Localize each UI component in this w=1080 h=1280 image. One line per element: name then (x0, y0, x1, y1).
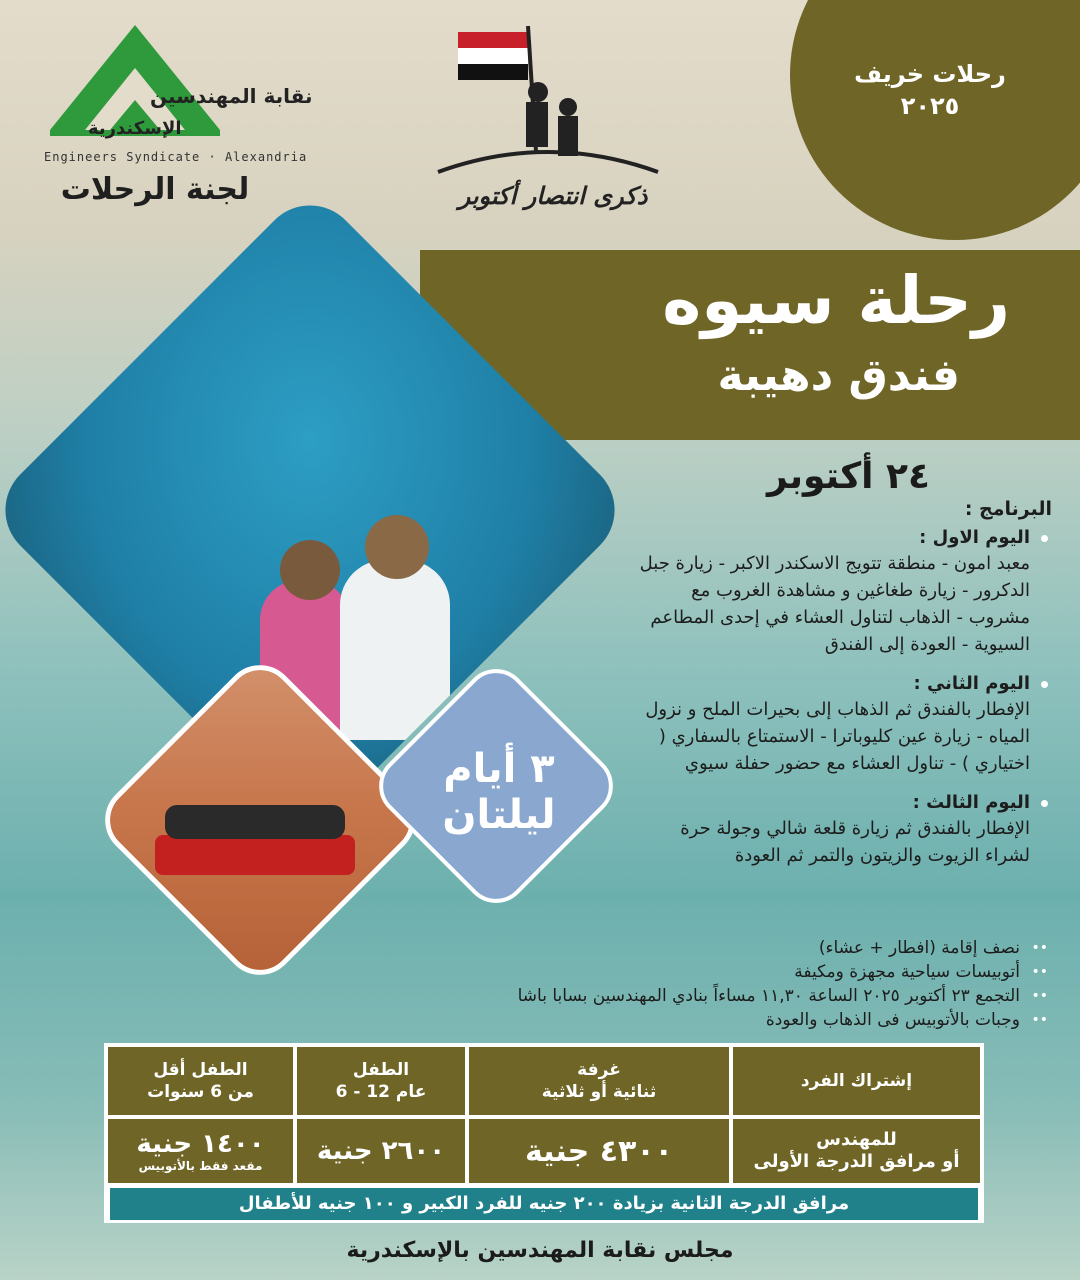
header-child-label: الطفل (352, 1060, 410, 1080)
logo-arabic-city: الإسكندرية (88, 118, 182, 139)
day-3-label: اليوم الثالث : (912, 792, 1030, 813)
price-infant: ١٤٠٠ جنية (136, 1129, 265, 1159)
row-engineer-label: للمهندس (816, 1129, 897, 1150)
header-room-label: غرفة (577, 1060, 621, 1080)
emblem-caption: ذكرى انتصار أكتوبر (458, 182, 648, 210)
header-room (469, 1047, 729, 1115)
feature-item: •• نصف إقامة (افطار + عشاء) (410, 936, 1050, 960)
duration-nights: ليلتان (442, 792, 556, 838)
committee-title: لجنة الرحلات (60, 172, 250, 207)
season-label (830, 58, 1030, 122)
price-room: ٤٣٠٠ جنية (469, 1119, 729, 1183)
hotel-name: فندق دهيبة (717, 350, 960, 401)
header-child (297, 1047, 465, 1115)
season-year: ٢٠٢٥ (900, 92, 960, 120)
day-2-text: الإفطار بالفندق ثم الذهاب إلى بحيرات الملح و نزول المياه - زيارة عين كليوباترا - الاستمتاع بالسفاري ( اختياري ) - تناول العشاء مع حضور حفلة سيوي (645, 699, 1030, 774)
logo-english-name: Engineers Syndicate · Alexandria (44, 150, 308, 164)
program-title: البرنامج : (964, 498, 1052, 520)
header-infant-label: الطفل أقل (153, 1060, 248, 1080)
header-infant (108, 1047, 293, 1115)
program-day-2 (632, 672, 1052, 777)
features-list (410, 936, 1050, 1032)
price-child: ٢٦٠٠ جنية (297, 1119, 465, 1183)
day-3-text: الإفطار بالفندق ثم زيارة قلعة شالي وجولة حرة لشراء الزيوت والزيتون والتمر ثم العودة (680, 818, 1030, 866)
season-line1: رحلات خريف (854, 60, 1006, 88)
footer-council: مجلس نقابة المهندسين بالإسكندرية (346, 1238, 734, 1263)
feature-item: •• وجبات بالأتوبيس فى الذهاب والعودة (410, 1008, 1050, 1032)
header-room-type: ثنائية أو ثلاثية (541, 1082, 657, 1102)
price-infant-cell (108, 1119, 293, 1183)
feature-item: •• التجمع ٢٣ أكتوبر ٢٠٢٥ الساعة ١١,٣٠ مساءاً بنادي المهندسين بسابا باشا (410, 984, 1050, 1008)
feature-item: •• أتوبيسات سياحية مجهزة ومكيفة (410, 960, 1050, 984)
duration-text (404, 746, 594, 838)
quad-bikes (155, 835, 355, 875)
duration-days: ٣ أيام (443, 746, 555, 792)
program-day-3 (632, 791, 1052, 869)
trip-date: ٢٤ أكتوبر (767, 456, 930, 497)
trip-title: رحلة سيوه (662, 262, 1010, 339)
program-section (632, 498, 1052, 883)
header-per-person: إشتراك الفرد (733, 1047, 980, 1115)
row-engineer-companion: أو مرافق الدرجة الأولى (753, 1151, 960, 1172)
header-infant-age: من 6 سنوات (147, 1082, 254, 1102)
header-child-age: 6 - 12 عام (335, 1082, 427, 1102)
day-1-label: اليوم الاول : (919, 527, 1030, 548)
october-emblem (418, 12, 678, 242)
day-2-label: اليوم الثاني : (913, 673, 1030, 694)
row-engineer (733, 1119, 980, 1183)
day-1-text: معبد امون - منطقة تتويج الاسكندر الاكبر - زيارة جبل الدكرور - زيارة طغاغين و مشاهدة الغروب مع مشروب - الذهاب لتناول العشاء في إحدى المطاعم السيوية - العودة إلى الفندق (639, 553, 1030, 655)
logo-arabic-name: نقابة المهندسين (150, 84, 313, 108)
companion-note: مرافق الدرجة الثانية بزيادة ٢٠٠ جنيه للفرد الكبير و ١٠٠ جنيه للأطفال (110, 1188, 978, 1220)
program-day-1 (632, 526, 1052, 658)
price-infant-note: مقعد فقط بالأتوبيس (138, 1159, 263, 1173)
